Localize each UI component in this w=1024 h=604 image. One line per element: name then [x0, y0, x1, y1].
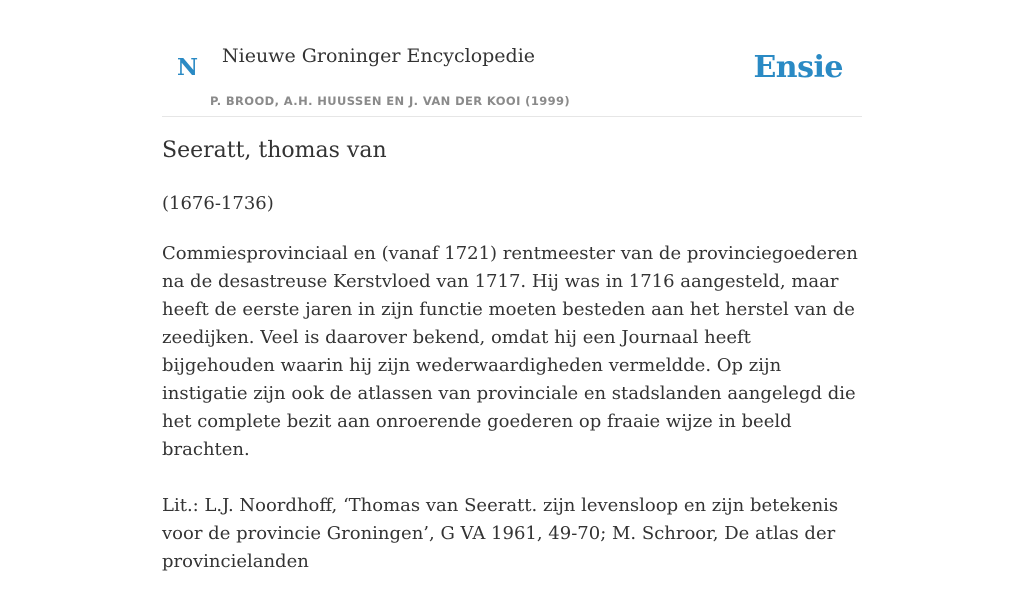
book-header [162, 0, 862, 117]
entry-title: Seeratt, thomas van [162, 138, 387, 163]
entry-literature: Lit.: L.J. Noordhoff, ‘Thomas van Seeratt. zijn levensloop en zijn betekenis voor de provincie Groningen’, G VA 1961, 49-70; M. Schroor, De atlas der provincielanden [162, 495, 839, 572]
book-title[interactable]: Nieuwe Groninger Encyclopedie [222, 45, 536, 67]
ensie-logo[interactable]: Ensie [753, 50, 843, 85]
entry-paragraph: Commiesprovinciaal en (vanaf 1721) rentmeester van de provinciegoederen na de desastreuse Kerstvloed van 1717. Hij was in 1716 aangesteld, maar heeft de eerste jaren in zijn functie moeten besteden aan het herstel van de zeedijken. Veel is daarover bekend, omdat hij een Journaal heeft bijgehouden waarin hij zijn wederwaardigheden vermeldde. Op zijn instigatie zijn ook de atlassen van provinciale en stadslanden aangelegd die het complete bezit aan onroerende goederen op fraaie wijze in beeld brachten. [162, 243, 858, 460]
page [162, 0, 862, 572]
book-letter-icon[interactable]: N [177, 54, 199, 81]
book-authors: P. BROOD, A.H. HUUSSEN EN J. VAN DER KOOI (1999) [210, 94, 571, 108]
entry-body [162, 240, 862, 604]
entry-dates: (1676-1736) [162, 193, 274, 214]
